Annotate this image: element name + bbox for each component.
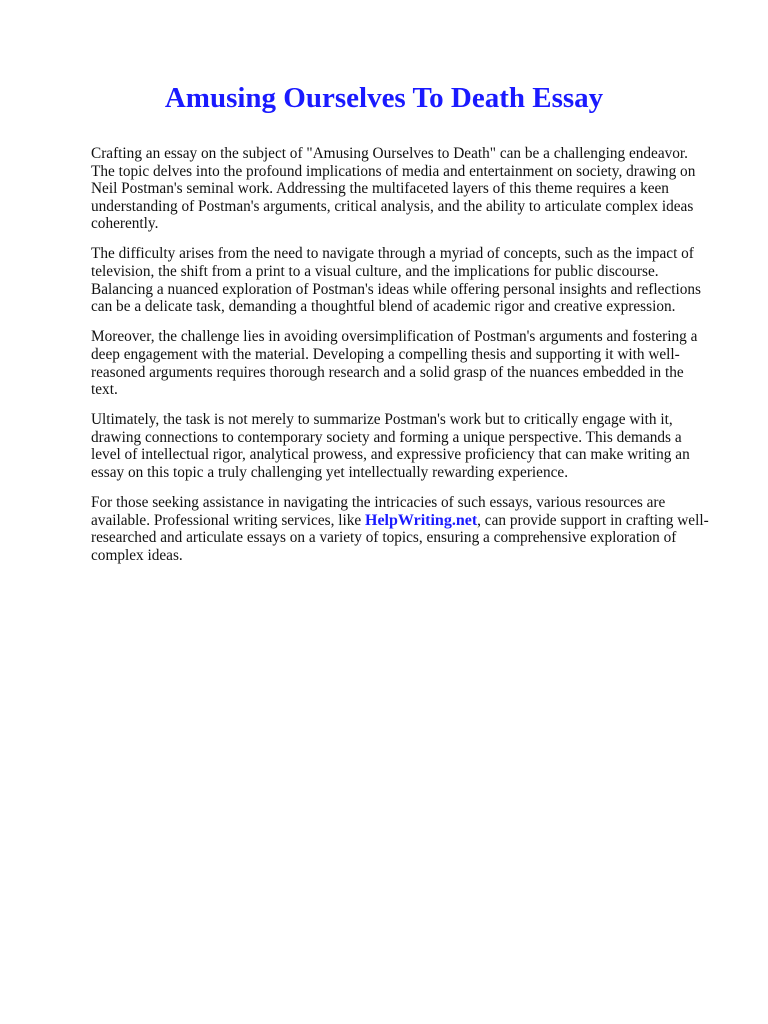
paragraph-5	[91, 494, 714, 564]
paragraph-2: The difficulty arises from the need to navigate through a myriad of concepts, such as the impact of television, the shift from a print to a visual culture, and the implications for public discourse. Balancing a nuanced exploration of Postman's ideas while offering personal insights and reflections can be a delicate task, demanding a thoughtful blend of academic rigor and creative expression.	[91, 245, 701, 316]
paragraph-5-before-link: For those seeking assistance in navigating the intricacies of such essays, various resources are available. Professional writing services, like	[91, 494, 666, 529]
paragraph-4: Ultimately, the task is not merely to summarize Postman's work but to critically engage with it, drawing connections to contemporary society and forming a unique perspective. This demands a level of intellectual rigor, analytical prowess, and expressive proficiency that can make writing an essay on this topic a truly challenging yet intellectually rewarding experience.	[91, 411, 690, 481]
page-title: Amusing Ourselves To Death Essay	[164, 82, 604, 114]
helpwriting-link[interactable]: HelpWriting.net	[365, 511, 478, 529]
paragraph-1: Crafting an essay on the subject of "Amusing Ourselves to Death" can be a challenging endeavor. The topic delves into the profound implications of media and entertainment on society, drawing on Neil Postman's seminal work. Addressing the multifaceted layers of this theme requires a keen understanding of Postman's arguments, critical analysis, and the ability to articulate complex ideas coherently.	[91, 145, 696, 233]
paragraph-3: Moreover, the challenge lies in avoiding oversimplification of Postman's arguments and fostering a deep engagement with the material. Developing a compelling thesis and supporting it with well-reasoned arguments requires thorough research and a solid grasp of the nuances embedded in the text.	[91, 328, 698, 399]
paragraph-5-after-link: , can provide support in crafting well-researched and articulate essays on a variety of topics, ensuring a comprehensive exploration of complex ideas.	[91, 511, 709, 564]
essay-body	[91, 145, 714, 577]
